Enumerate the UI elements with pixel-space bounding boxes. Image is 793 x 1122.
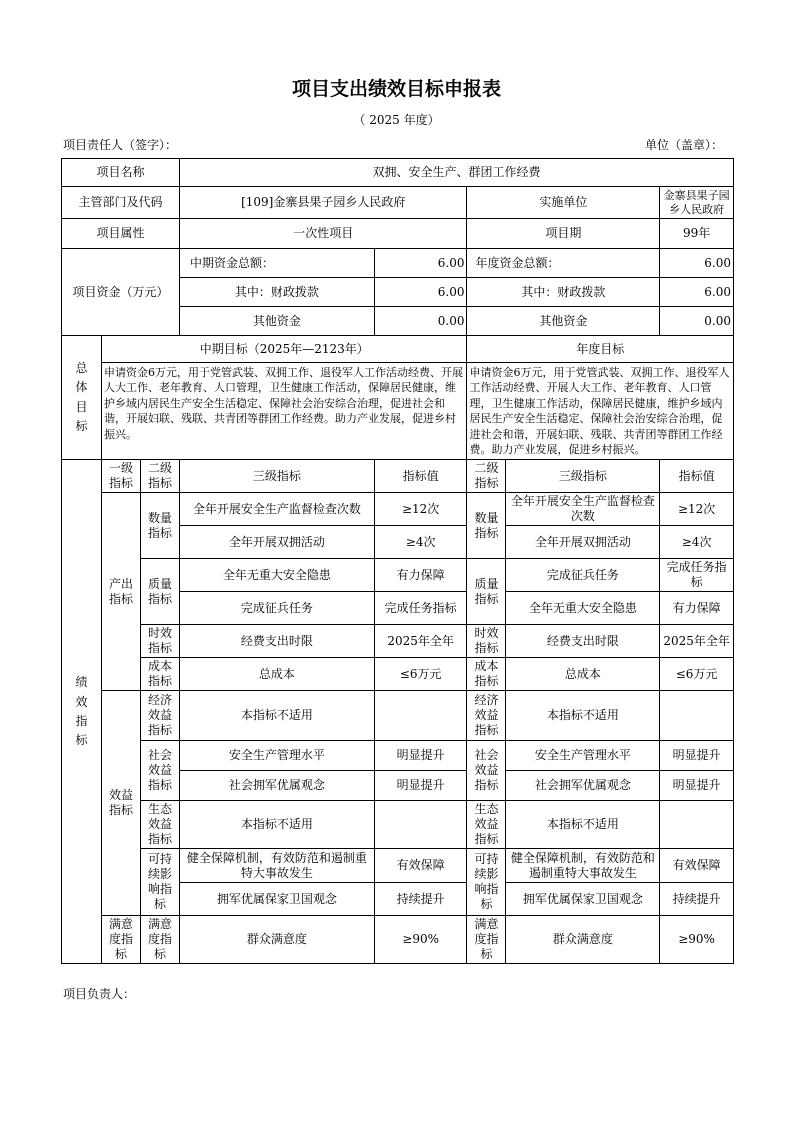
quantity-indicator-label: 数量指标 <box>140 493 179 559</box>
attribute-row <box>62 219 734 249</box>
satisfaction-level2-label: 满意度指标 <box>140 916 179 964</box>
project-period-label: 项目期 <box>467 219 660 249</box>
department-label: 主管部门及代码 <box>62 187 180 219</box>
year-level3-header: 三级指标 <box>506 460 660 493</box>
implementing-unit-value: 金寨县果子园乡人民政府 <box>660 187 734 219</box>
year-indicator-name: 全年无重大安全隐患 <box>506 592 660 625</box>
year-indicator-name: 安全生产管理水平 <box>506 741 660 771</box>
table-row <box>62 559 734 592</box>
project-name-row <box>62 159 734 187</box>
satisfaction-indicator-label: 满意度指标 <box>102 916 141 964</box>
mid-indicator-value: 持续提升 <box>374 883 467 916</box>
year-fiscal-label: 其中：财政拨款 <box>467 278 660 307</box>
year-indicator-value: 有效保障 <box>660 849 734 883</box>
mid-indicator-value <box>374 691 467 741</box>
table-row <box>62 625 734 658</box>
mid-indicator-value: 完成任务指标 <box>374 592 467 625</box>
mid-indicator-value: 明显提升 <box>374 771 467 801</box>
department-row <box>62 187 734 219</box>
mid-indicator-name: 健全保障机制，有效防范和遏制重特大事故发生 <box>179 849 374 883</box>
cost-indicator-label: 成本指标 <box>140 658 179 691</box>
mid-indicator-value <box>374 801 467 849</box>
year-quantity-indicator-label: 数量指标 <box>467 493 506 559</box>
mid-fiscal-label: 其中：财政拨款 <box>179 278 374 307</box>
project-attribute-label: 项目属性 <box>62 219 180 249</box>
level1-header: 一级指标 <box>102 460 141 493</box>
footer-responsible-label: 项目负责人： <box>63 987 136 1001</box>
mid-indicator-name: 经费支出时限 <box>179 625 374 658</box>
mid-indicator-name: 全年无重大安全隐患 <box>179 559 374 592</box>
responsible-sign-label: 项目责任人（签字）： <box>63 138 178 152</box>
year-economic-indicator-label: 经济效益指标 <box>467 691 506 741</box>
department-value: [109]金寨县果子园乡人民政府 <box>179 187 467 219</box>
project-name-label: 项目名称 <box>62 159 180 187</box>
year-indicator-value: ≥12次 <box>660 493 734 526</box>
year-indicator-value: 有力保障 <box>660 592 734 625</box>
mid-goal-text: 申请资金6万元，用于党管武装、双拥工作、退役军人工作活动经费、开展人大工作、老年教育、人口管理，卫生健康工作活动，保障居民健康，维护乡域内居民生产安全生活稳定、保障社会治安综合治理，促进社会和谐，开展妇联、残联、共青团等群团工作经费。助力产业发展，促进乡村振兴。 <box>102 363 467 460</box>
year-indicator-value: 持续提升 <box>660 883 734 916</box>
year-other-value: 0.00 <box>660 307 734 336</box>
year-social-indicator-label: 社会效益指标 <box>467 741 506 801</box>
mid-indicator-value: 有力保障 <box>374 559 467 592</box>
year-indicator-value <box>660 691 734 741</box>
table-row <box>62 849 734 883</box>
mid-indicator-name: 安全生产管理水平 <box>179 741 374 771</box>
year-indicator-value: ≤6万元 <box>660 658 734 691</box>
table-row <box>62 916 734 964</box>
table-row <box>62 493 734 526</box>
sustainable-indicator-label: 可持续影响指标 <box>140 849 179 916</box>
benefit-indicator-label: 效益指标 <box>102 691 141 916</box>
year-goal-header: 年度目标 <box>467 336 734 363</box>
mid-indicator-name: 社会拥军优属观念 <box>179 771 374 801</box>
mid-indicator-name: 完成征兵任务 <box>179 592 374 625</box>
mid-other-label: 其他资金 <box>179 307 374 336</box>
ecological-indicator-label: 生态效益指标 <box>140 801 179 849</box>
performance-goal-table <box>61 158 734 964</box>
year-timeliness-indicator-label: 时效指标 <box>467 625 506 658</box>
year-indicator-name: 拥军优属保家卫国观念 <box>506 883 660 916</box>
year-indicator-name: 健全保障机制，有效防范和遏制重特大事故发生 <box>506 849 660 883</box>
year-indicator-value: ≥4次 <box>660 526 734 559</box>
level3-header: 三级指标 <box>179 460 374 493</box>
implementing-unit-label: 实施单位 <box>467 187 660 219</box>
value-header: 指标值 <box>374 460 467 493</box>
year-ecological-indicator-label: 生态效益指标 <box>467 801 506 849</box>
year-indicator-value <box>660 801 734 849</box>
year-fiscal-value: 6.00 <box>660 278 734 307</box>
project-name-value: 双拥、安全生产、群团工作经费 <box>179 159 733 187</box>
economic-indicator-label: 经济效益指标 <box>140 691 179 741</box>
mid-indicator-value: 有效保障 <box>374 849 467 883</box>
year-total-label: 年度资金总额： <box>467 249 660 278</box>
indicator-header-row <box>62 460 734 493</box>
year-indicator-name: 经费支出时限 <box>506 625 660 658</box>
mid-indicator-name: 群众满意度 <box>179 916 374 964</box>
year-goal-text: 申请资金6万元，用于党管武装、双拥工作、退役军人工作活动经费、开展人大工作、老年教育、人口管理，卫生健康工作活动，保障居民健康，维护乡域内居民生产安全生活稳定、保障社会治安综合治理，促进社会和谐，开展妇联、残联、共青团等群团工作经费。助力产业发展，促进乡村振兴。 <box>467 363 734 460</box>
mid-indicator-name: 总成本 <box>179 658 374 691</box>
year-satisfaction-level2-label: 满意度指标 <box>467 916 506 964</box>
year-total-value: 6.00 <box>660 249 734 278</box>
mid-indicator-value: ≥12次 <box>374 493 467 526</box>
year-value-header: 指标值 <box>660 460 734 493</box>
mid-total-value: 6.00 <box>374 249 467 278</box>
year-indicator-value: 明显提升 <box>660 741 734 771</box>
overall-goal-label: 总体目标 <box>62 336 102 460</box>
year-indicator-name: 全年开展安全生产监督检查次数 <box>506 493 660 526</box>
social-indicator-label: 社会效益指标 <box>140 741 179 801</box>
year-indicator-name: 社会拥军优属观念 <box>506 771 660 801</box>
mid-indicator-value: 明显提升 <box>374 741 467 771</box>
year-quality-indicator-label: 质量指标 <box>467 559 506 625</box>
table-row <box>62 801 734 849</box>
year-indicator-name: 本指标不适用 <box>506 691 660 741</box>
year-indicator-name: 本指标不适用 <box>506 801 660 849</box>
mid-fiscal-value: 6.00 <box>374 278 467 307</box>
goals-text-row <box>62 363 734 460</box>
mid-indicator-name: 本指标不适用 <box>179 801 374 849</box>
project-attribute-value: 一次性项目 <box>179 219 467 249</box>
mid-goal-header: 中期目标（2025年—2123年） <box>102 336 467 363</box>
quality-indicator-label: 质量指标 <box>140 559 179 625</box>
table-row <box>62 658 734 691</box>
year-indicator-value: 完成任务指标 <box>660 559 734 592</box>
performance-indicator-label: 绩效指标 <box>62 460 102 964</box>
year-other-label: 其他资金 <box>467 307 660 336</box>
mid-indicator-name: 本指标不适用 <box>179 691 374 741</box>
year-level2-header: 二级指标 <box>467 460 506 493</box>
mid-indicator-value: ≤6万元 <box>374 658 467 691</box>
mid-indicator-name: 拥军优属保家卫国观念 <box>179 883 374 916</box>
mid-indicator-value: 2025年全年 <box>374 625 467 658</box>
table-row <box>62 691 734 741</box>
form-title: 项目支出绩效目标申报表 <box>291 78 501 100</box>
funds-total-row <box>62 249 734 278</box>
table-row <box>62 741 734 771</box>
year-indicator-name: 群众满意度 <box>506 916 660 964</box>
mid-other-value: 0.00 <box>374 307 467 336</box>
year-indicator-value: ≥90% <box>660 916 734 964</box>
year-indicator-name: 总成本 <box>506 658 660 691</box>
timeliness-indicator-label: 时效指标 <box>140 625 179 658</box>
mid-indicator-name: 全年开展安全生产监督检查次数 <box>179 493 374 526</box>
year-indicator-name: 全年开展双拥活动 <box>506 526 660 559</box>
mid-indicator-value: ≥90% <box>374 916 467 964</box>
year-cost-indicator-label: 成本指标 <box>467 658 506 691</box>
year-indicator-value: 2025年全年 <box>660 625 734 658</box>
project-period-value: 99年 <box>660 219 734 249</box>
output-indicator-label: 产出指标 <box>102 493 141 691</box>
funds-label: 项目资金（万元） <box>62 249 180 336</box>
unit-seal-label: 单位（盖章）： <box>644 138 723 152</box>
year-sustainable-indicator-label: 可持续影响指标 <box>467 849 506 916</box>
mid-indicator-name: 全年开展双拥活动 <box>179 526 374 559</box>
year-line: （ 2025 年度） <box>353 113 440 127</box>
year-indicator-value: 明显提升 <box>660 771 734 801</box>
year-indicator-name: 完成征兵任务 <box>506 559 660 592</box>
mid-total-label: 中期资金总额： <box>179 249 374 278</box>
mid-indicator-value: ≥4次 <box>374 526 467 559</box>
level2-header: 二级指标 <box>140 460 179 493</box>
goals-header-row <box>62 336 734 363</box>
